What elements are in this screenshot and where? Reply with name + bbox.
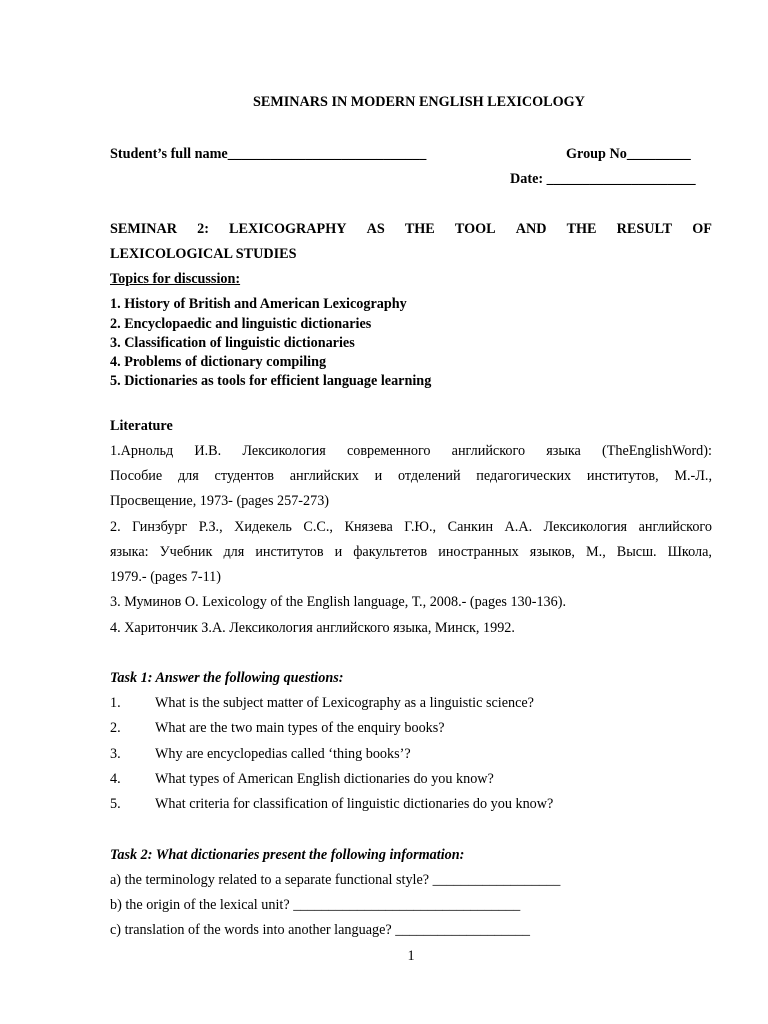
question-number: 4. [110, 771, 121, 787]
ref-word: 2. [110, 519, 121, 535]
question-text: Why are encyclopedias called ‘thing books’? [155, 746, 411, 762]
ref-word: Р.З., [198, 519, 223, 535]
ref-word: студентов [214, 468, 274, 484]
ref-word: М., [586, 544, 606, 560]
seminar-title-word: THE [566, 221, 597, 237]
literature-ref1-line2 [110, 467, 712, 485]
question-text: What criteria for classification of linguistic dictionaries do you know? [155, 796, 554, 812]
ref-word: иностранных [438, 544, 519, 560]
literature-ref4: 4. Харитончик З.А. Лексикология английского языка, Минск, 1992. [110, 620, 515, 636]
ref-word: и [334, 544, 343, 560]
topic-item: 2. Encyclopaedic and linguistic dictionaries [110, 316, 372, 332]
literature-ref2-line1 [110, 518, 712, 536]
task2-heading: Task 2: What dictionaries present the following information: [110, 847, 465, 863]
student-name-field: Student’s full name____________________________ [110, 146, 427, 162]
literature-heading: Literature [110, 418, 173, 434]
question-text: What are the two main types of the enquiry books? [155, 720, 445, 736]
ref-word: отделений [397, 468, 461, 484]
ref-word: Князева [344, 519, 393, 535]
seminar-title-word: THE [404, 221, 435, 237]
ref-word: институтов, [586, 468, 659, 484]
ref-word: Гинзбург [132, 519, 188, 535]
ref-word: для [177, 468, 199, 484]
seminar-title-line2: LEXICOLOGICAL STUDIES [110, 246, 297, 262]
ref-word: английского [451, 443, 526, 459]
ref-word: языков, [529, 544, 575, 560]
ref-word: Лексикология [242, 443, 326, 459]
ref-word: факультетов [353, 544, 428, 560]
seminar-title-word: TOOL [454, 221, 496, 237]
topic-item: 5. Dictionaries as tools for efficient language learning [110, 373, 432, 389]
ref-word: Санкин [447, 519, 494, 535]
seminar-title-line1 [110, 220, 712, 238]
topic-item: 4. Problems of dictionary compiling [110, 354, 327, 370]
topics-heading: Topics for discussion: [110, 271, 241, 287]
seminar-title-word: AND [515, 221, 547, 237]
question-number: 5. [110, 796, 121, 812]
literature-ref2-line3: 1979.- (pages 7-11) [110, 569, 221, 585]
literature-ref3: 3. Муминов О. Lexicology of the English language, Т., 2008.- (pages 130-136). [110, 594, 567, 610]
ref-word: А.А. [504, 519, 533, 535]
ref-word: 1.Арнольд [110, 443, 174, 459]
group-number-field: Group No_________ [566, 146, 691, 162]
literature-ref1-line3: Просвещение, 1973- (pages 257-273) [110, 493, 330, 509]
topic-item: 1. History of British and American Lexicography [110, 296, 407, 312]
ref-word: И.В. [194, 443, 222, 459]
ref-word: английских [289, 468, 359, 484]
ref-word: языка [546, 443, 581, 459]
ref-word: Учебник [159, 544, 213, 560]
ref-word: педагогических [476, 468, 572, 484]
seminar-title-word: AS [366, 221, 385, 237]
question-number: 3. [110, 746, 121, 762]
ref-word: современного [346, 443, 431, 459]
document-title: SEMINARS IN MODERN ENGLISH LEXICOLOGY [253, 94, 585, 110]
ref-word: английского [638, 519, 712, 535]
page-number: 1 [407, 948, 415, 964]
ref-word: Высш. [616, 544, 657, 560]
task2-item: c) translation of the words into another language? ___________________ [110, 922, 531, 938]
seminar-title-word: SEMINAR [110, 221, 178, 237]
seminar-title-word: 2: [197, 221, 209, 237]
ref-word: Пособие [110, 468, 163, 484]
task2-item: a) the terminology related to a separate functional style? __________________ [110, 872, 561, 888]
literature-ref1-line1 [110, 442, 712, 460]
question-text: What is the subject matter of Lexicography as a linguistic science? [155, 695, 534, 711]
ref-word: Г.Ю., [404, 519, 437, 535]
ref-word: языка: [110, 544, 149, 560]
ref-word: и [374, 468, 383, 484]
task2-item: b) the origin of the lexical unit? ________________________________ [110, 897, 521, 913]
question-text: What types of American English dictionaries do you know? [155, 771, 494, 787]
literature-ref2-line2 [110, 543, 712, 561]
seminar-title-word: OF [692, 221, 712, 237]
seminar-title-word: LEXICOGRAPHY [229, 221, 347, 237]
ref-word: С.С., [303, 519, 333, 535]
ref-word: для [223, 544, 245, 560]
ref-word: Лексикология [543, 519, 628, 535]
seminar-title-word: RESULT [616, 221, 673, 237]
question-number: 2. [110, 720, 121, 736]
ref-word: (TheEnglishWord): [601, 443, 712, 459]
ref-word: М.-Л., [674, 468, 712, 484]
topic-item: 3. Classification of linguistic dictionaries [110, 335, 355, 351]
date-field: Date: _____________________ [510, 171, 696, 187]
task1-heading: Task 1: Answer the following questions: [110, 670, 344, 686]
ref-word: Хидекель [234, 519, 292, 535]
question-number: 1. [110, 695, 121, 711]
ref-word: Школа, [667, 544, 712, 560]
ref-word: институтов [255, 544, 324, 560]
